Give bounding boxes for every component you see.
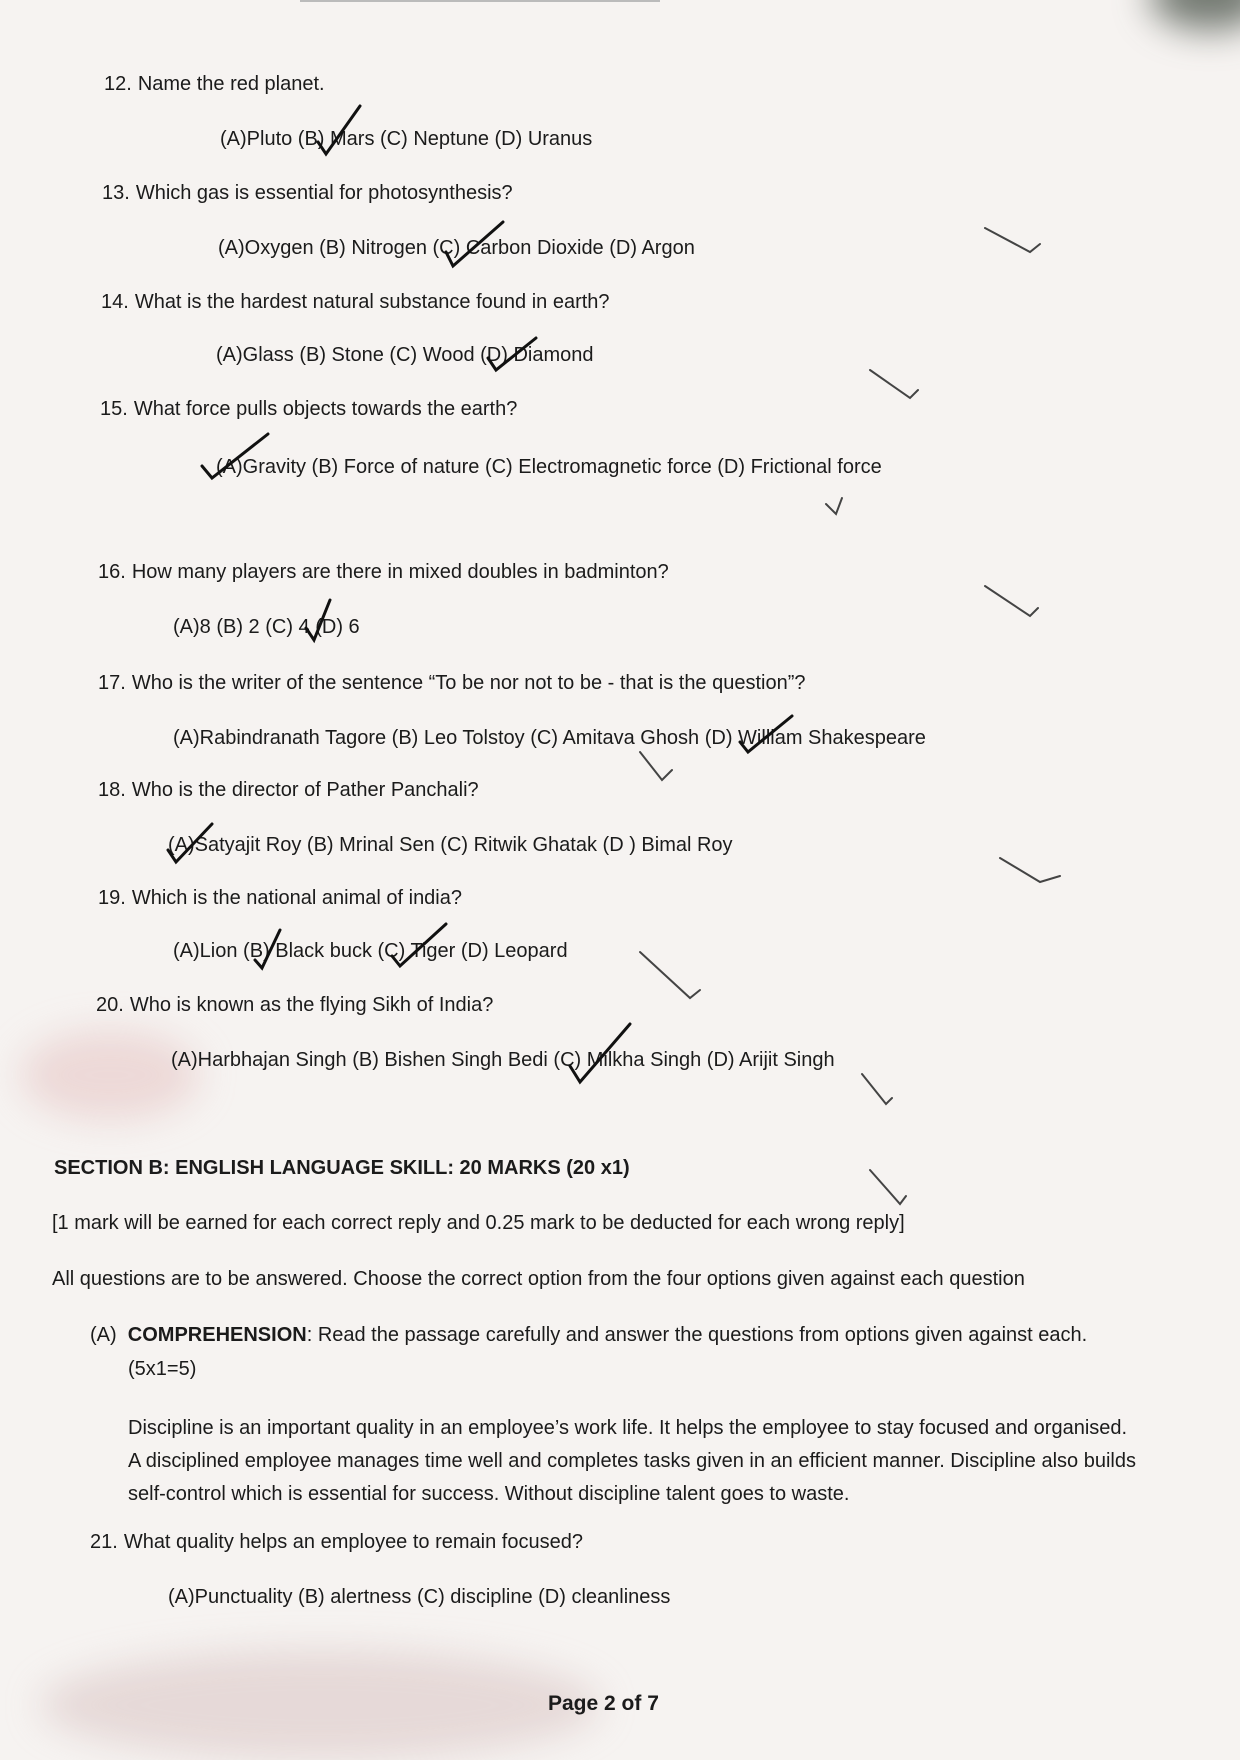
top-rule: [300, 0, 660, 2]
margin-tick: [985, 586, 1038, 616]
options-16: (A)8 (B) 2 (C) 4 (D) 6: [173, 616, 360, 638]
paper-stain: [40, 1650, 600, 1760]
corner-shadow: [1150, 0, 1240, 30]
margin-tick: [640, 952, 700, 998]
question-18: 18. Who is the director of Pather Panchali?: [98, 779, 479, 801]
options-21: (A)Punctuality (B) alertness (C) discipline (D) cleanliness: [168, 1586, 671, 1608]
comprehension-marks: (5x1=5): [128, 1358, 197, 1380]
margin-tick: [985, 228, 1040, 252]
question-16: 16. How many players are there in mixed doubles in badminton?: [98, 561, 669, 583]
margin-tick: [870, 370, 918, 398]
question-17: 17. Who is the writer of the sentence “To be nor not to be - that is the question”?: [98, 672, 806, 694]
section-b-heading: SECTION B: ENGLISH LANGUAGE SKILL: 20 MARKS (20 x1): [54, 1157, 630, 1179]
question-13: 13. Which gas is essential for photosynthesis?: [102, 182, 513, 204]
options-14: (A)Glass (B) Stone (C) Wood (D) Diamond: [216, 344, 594, 366]
question-12: 12. Name the red planet.: [104, 73, 325, 95]
question-20: 20. Who is known as the flying Sikh of India?: [96, 994, 494, 1016]
margin-tick: [1000, 858, 1060, 882]
marking-note: [1 mark will be earned for each correct reply and 0.25 mark to be deducted for each wrong reply]: [52, 1212, 905, 1234]
instruction-text: All questions are to be answered. Choose the correct option from the four options given against each question: [52, 1268, 1025, 1290]
margin-tick: [826, 498, 842, 514]
options-13: (A)Oxygen (B) Nitrogen (C) Carbon Dioxide (D) Argon: [218, 237, 695, 259]
options-20: (A)Harbhajan Singh (B) Bishen Singh Bedi (C) Milkha Singh (D) Arijit Singh: [171, 1049, 835, 1071]
margin-tick: [640, 752, 672, 780]
question-21: 21. What quality helps an employee to remain focused?: [90, 1531, 583, 1553]
question-14: 14. What is the hardest natural substance found in earth?: [101, 291, 610, 313]
page-number: Page 2 of 7: [548, 1692, 659, 1715]
paper-stain: [20, 1030, 200, 1120]
options-17: (A)Rabindranath Tagore (B) Leo Tolstoy (C) Amitava Ghosh (D) William Shakespeare: [173, 727, 926, 749]
options-18: (A)Satyajit Roy (B) Mrinal Sen (C) Ritwik Ghatak (D ) Bimal Roy: [168, 834, 733, 856]
options-15: (A)Gravity (B) Force of nature (C) Electromagnetic force (D) Frictional force: [216, 456, 882, 478]
margin-tick: [870, 1170, 906, 1204]
options-12: (A)Pluto (B) Mars (C) Neptune (D) Uranus: [220, 128, 593, 150]
question-15: 15. What force pulls objects towards the earth?: [100, 398, 518, 420]
comprehension-heading: (A) COMPREHENSION: Read the passage carefully and answer the questions from options given against each.: [90, 1324, 1088, 1346]
options-19: (A)Lion (B) Black buck (C) Tiger (D) Leopard: [173, 940, 568, 962]
comprehension-passage: Discipline is an important quality in an employee’s work life. It helps the employee to stay focused and organised. A disciplined employee manages time well and completes tasks given in an efficient manner. Discipline also builds self-control which is essential for success. Without discipline talent goes to waste.: [128, 1417, 1136, 1505]
margin-tick: [862, 1074, 892, 1104]
question-19: 19. Which is the national animal of india?: [98, 887, 462, 909]
